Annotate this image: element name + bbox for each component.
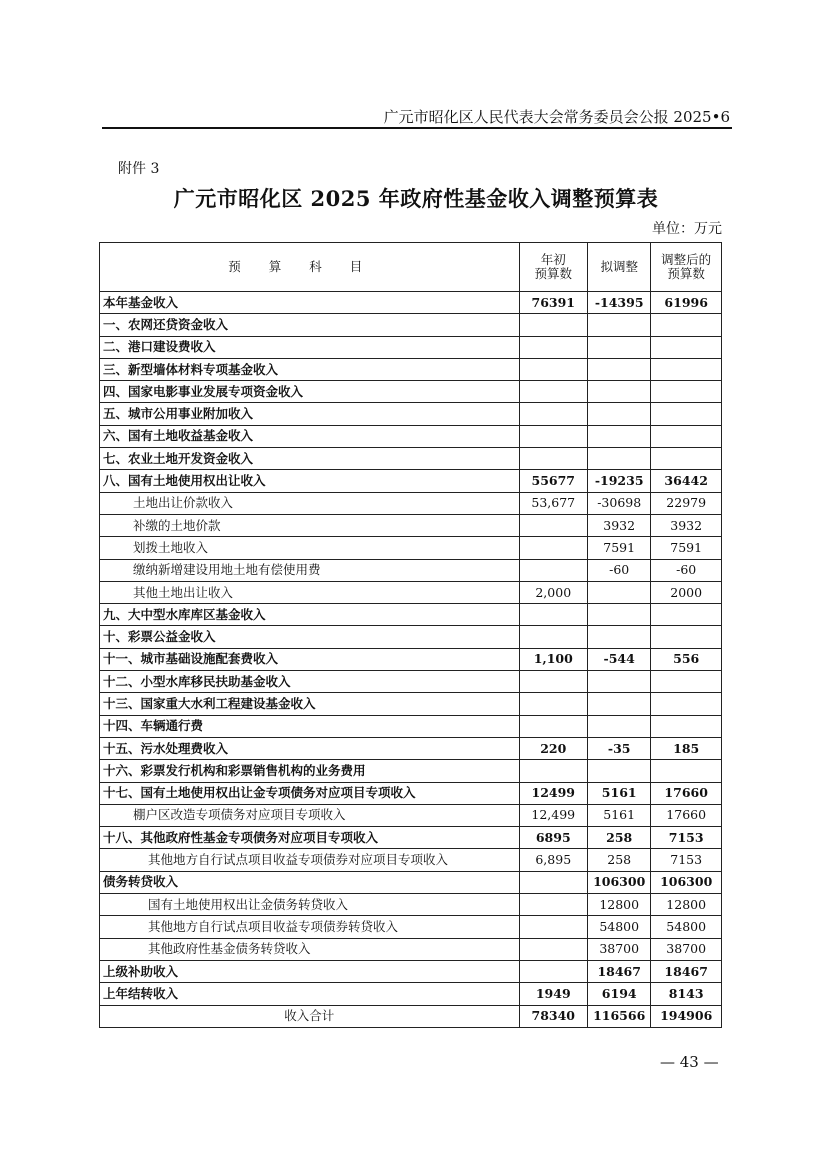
table-row [100, 336, 722, 358]
table-row [100, 381, 722, 403]
row-after [651, 336, 722, 358]
row-adjust: -60 [588, 559, 651, 581]
row-initial: 2,000 [519, 581, 588, 603]
row-subject: 上级补助收入 [100, 960, 520, 982]
row-adjust: -35 [588, 737, 651, 759]
row-subject: 债务转贷收入 [100, 871, 520, 893]
row-subject: 三、新型墙体材料专项基金收入 [100, 358, 520, 380]
row-after [651, 358, 722, 380]
row-subject: 十七、国有土地使用权出让金专项债务对应项目专项收入 [100, 782, 520, 804]
row-initial: 6,895 [519, 849, 588, 871]
row-adjust [588, 693, 651, 715]
table-row [100, 403, 722, 425]
table-row [100, 760, 722, 782]
row-after: 61996 [651, 292, 722, 314]
table-row [100, 358, 722, 380]
total-row [100, 1005, 722, 1027]
row-after: 106300 [651, 871, 722, 893]
table-row [100, 916, 722, 938]
table-body [100, 292, 722, 1006]
row-initial: 220 [519, 737, 588, 759]
table-row [100, 604, 722, 626]
row-subject: 十四、车辆通行费 [100, 715, 520, 737]
row-after: 7153 [651, 827, 722, 849]
row-adjust: 38700 [588, 938, 651, 960]
row-subject: 五、城市公用事业附加收入 [100, 403, 520, 425]
row-after: 185 [651, 737, 722, 759]
row-adjust [588, 358, 651, 380]
row-after: 7153 [651, 849, 722, 871]
row-adjust: 6194 [588, 983, 651, 1005]
row-subject: 划拨土地收入 [100, 537, 520, 559]
row-initial [519, 715, 588, 737]
row-after [651, 671, 722, 693]
row-subject: 土地出让价款收入 [100, 492, 520, 514]
table-row [100, 871, 722, 893]
row-initial: 6895 [519, 827, 588, 849]
row-after [651, 604, 722, 626]
row-after [651, 425, 722, 447]
row-subject: 本年基金收入 [100, 292, 520, 314]
row-initial [519, 559, 588, 581]
table-row [100, 693, 722, 715]
row-initial [519, 604, 588, 626]
table-row [100, 827, 722, 849]
table-row [100, 492, 722, 514]
table-row [100, 448, 722, 470]
row-after: 17660 [651, 782, 722, 804]
row-after: 3932 [651, 514, 722, 536]
table-row [100, 425, 722, 447]
row-initial [519, 403, 588, 425]
row-initial [519, 626, 588, 648]
row-subject: 十五、污水处理费收入 [100, 737, 520, 759]
row-after: -60 [651, 559, 722, 581]
row-subject: 缴纳新增建设用地土地有偿使用费 [100, 559, 520, 581]
row-initial: 55677 [519, 470, 588, 492]
row-adjust: 7591 [588, 537, 651, 559]
row-initial [519, 537, 588, 559]
table-row [100, 470, 722, 492]
total-adjust: 116566 [588, 1005, 651, 1027]
table-header-row [100, 243, 722, 292]
row-adjust [588, 314, 651, 336]
row-subject: 八、国有土地使用权出让收入 [100, 470, 520, 492]
total-label: 收入合计 [100, 1005, 520, 1027]
row-initial [519, 358, 588, 380]
row-subject: 七、农业土地开发资金收入 [100, 448, 520, 470]
table-row [100, 626, 722, 648]
row-after [651, 715, 722, 737]
table-row [100, 737, 722, 759]
row-adjust: 258 [588, 849, 651, 871]
row-adjust: 106300 [588, 871, 651, 893]
header-initial-budget: 年初 预算数 [519, 243, 588, 292]
row-after: 36442 [651, 470, 722, 492]
row-subject: 二、港口建设费收入 [100, 336, 520, 358]
row-after [651, 448, 722, 470]
row-after [651, 760, 722, 782]
unit-label: 单位：万元 [652, 221, 722, 237]
row-initial [519, 938, 588, 960]
row-adjust [588, 581, 651, 603]
row-adjust [588, 671, 651, 693]
header-subject: 预算科目 [100, 243, 520, 292]
row-adjust [588, 760, 651, 782]
row-subject: 十、彩票公益金收入 [100, 626, 520, 648]
table-row [100, 849, 722, 871]
row-initial [519, 381, 588, 403]
row-after: 556 [651, 648, 722, 670]
row-subject: 其他土地出让收入 [100, 581, 520, 603]
row-adjust: 5161 [588, 782, 651, 804]
row-subject: 十六、彩票发行机构和彩票销售机构的业务费用 [100, 760, 520, 782]
row-subject: 棚户区改造专项债务对应项目专项收入 [100, 804, 520, 826]
row-subject: 九、大中型水库库区基金收入 [100, 604, 520, 626]
row-subject: 一、农网还贷资金收入 [100, 314, 520, 336]
row-subject: 四、国家电影事业发展专项资金收入 [100, 381, 520, 403]
row-subject: 其他地方自行试点项目收益专项债券对应项目专项收入 [100, 849, 520, 871]
row-adjust [588, 425, 651, 447]
row-adjust [588, 715, 651, 737]
header-divider [102, 127, 732, 129]
row-subject: 十一、城市基础设施配套费收入 [100, 648, 520, 670]
row-initial [519, 448, 588, 470]
row-after: 8143 [651, 983, 722, 1005]
row-adjust: 5161 [588, 804, 651, 826]
header-adjusted-budget: 调整后的 预算数 [651, 243, 722, 292]
row-subject: 十二、小型水库移民扶助基金收入 [100, 671, 520, 693]
row-after [651, 381, 722, 403]
row-subject: 十八、其他政府性基金专项债务对应项目专项收入 [100, 827, 520, 849]
row-initial: 1,100 [519, 648, 588, 670]
row-adjust: -14395 [588, 292, 651, 314]
row-initial [519, 314, 588, 336]
budget-table [99, 242, 722, 1028]
table-row [100, 292, 722, 314]
row-adjust [588, 626, 651, 648]
page-title: 广元市昭化区 2025 年政府性基金收入调整预算表 [173, 186, 659, 211]
table-row [100, 648, 722, 670]
row-adjust: 12800 [588, 894, 651, 916]
table-row [100, 715, 722, 737]
total-initial: 78340 [519, 1005, 588, 1027]
table-row [100, 960, 722, 982]
row-subject: 其他政府性基金债务转贷收入 [100, 938, 520, 960]
table-row [100, 581, 722, 603]
table-row [100, 894, 722, 916]
table-row [100, 671, 722, 693]
table-row [100, 314, 722, 336]
row-after: 22979 [651, 492, 722, 514]
row-initial: 53,677 [519, 492, 588, 514]
row-initial [519, 425, 588, 447]
row-after: 38700 [651, 938, 722, 960]
row-initial [519, 336, 588, 358]
row-initial [519, 514, 588, 536]
row-subject: 六、国有土地收益基金收入 [100, 425, 520, 447]
table-row [100, 559, 722, 581]
row-after [651, 314, 722, 336]
row-subject: 国有土地使用权出让金债务转贷收入 [100, 894, 520, 916]
table-row [100, 514, 722, 536]
table-row [100, 537, 722, 559]
row-initial [519, 671, 588, 693]
row-adjust [588, 336, 651, 358]
bulletin-header: 广元市昭化区人民代表大会常务委员会公报 2025•6 [383, 108, 730, 126]
row-after [651, 693, 722, 715]
row-adjust: 54800 [588, 916, 651, 938]
row-initial: 76391 [519, 292, 588, 314]
attachment-label: 附件 3 [118, 161, 160, 177]
row-after: 2000 [651, 581, 722, 603]
row-adjust [588, 381, 651, 403]
row-subject: 十三、国家重大水利工程建设基金收入 [100, 693, 520, 715]
table-row [100, 782, 722, 804]
row-subject: 上年结转收入 [100, 983, 520, 1005]
row-initial: 12499 [519, 782, 588, 804]
row-after [651, 626, 722, 648]
row-after [651, 403, 722, 425]
row-after: 18467 [651, 960, 722, 982]
row-adjust: -30698 [588, 492, 651, 514]
table-row [100, 938, 722, 960]
row-adjust: -544 [588, 648, 651, 670]
row-adjust [588, 604, 651, 626]
row-after: 12800 [651, 894, 722, 916]
row-initial [519, 871, 588, 893]
row-initial [519, 693, 588, 715]
row-adjust: 258 [588, 827, 651, 849]
row-adjust: 18467 [588, 960, 651, 982]
row-initial [519, 894, 588, 916]
row-after: 7591 [651, 537, 722, 559]
row-adjust [588, 448, 651, 470]
header-adjustment: 拟调整 [588, 243, 651, 292]
table-row [100, 983, 722, 1005]
row-subject: 补缴的土地价款 [100, 514, 520, 536]
page-number: — 43 — [660, 1053, 719, 1071]
row-subject: 其他地方自行试点项目收益专项债券转贷收入 [100, 916, 520, 938]
row-initial: 1949 [519, 983, 588, 1005]
row-initial [519, 960, 588, 982]
row-adjust [588, 403, 651, 425]
row-adjust: 3932 [588, 514, 651, 536]
row-initial [519, 916, 588, 938]
table-row [100, 804, 722, 826]
row-initial [519, 760, 588, 782]
row-adjust: -19235 [588, 470, 651, 492]
row-initial: 12,499 [519, 804, 588, 826]
row-after: 17660 [651, 804, 722, 826]
row-after: 54800 [651, 916, 722, 938]
total-after: 194906 [651, 1005, 722, 1027]
